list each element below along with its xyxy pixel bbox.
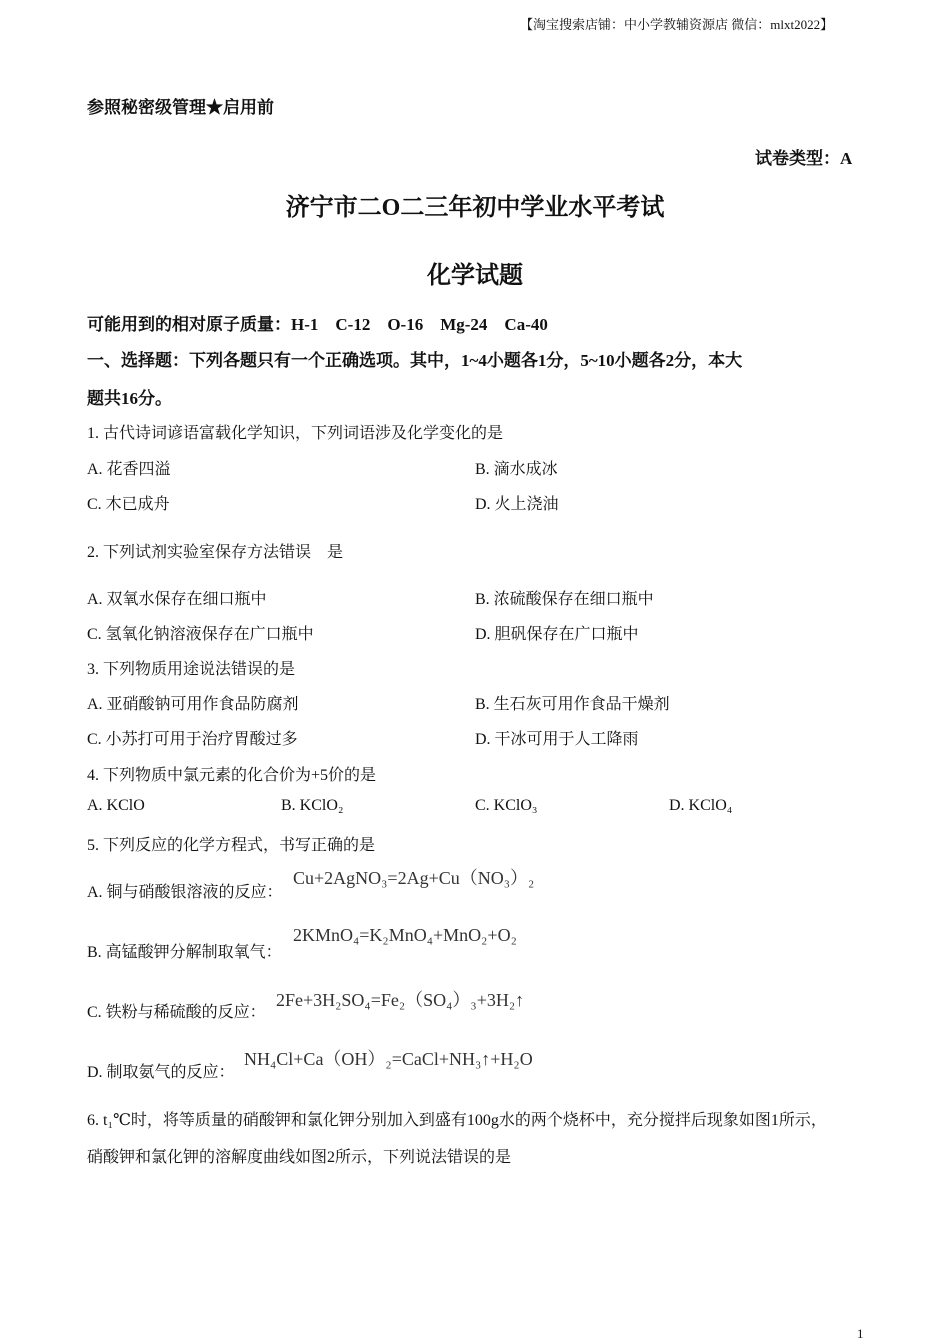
q3-option-c[interactable]: C. 小苏打可用于治疗胃酸过多 xyxy=(87,731,298,748)
q5-option-b[interactable]: B. 高锰酸钾分解制取氧气： xyxy=(87,944,282,961)
header-note: 【淘宝搜索店铺：中小学教辅资源店 微信：mlxt2022】 xyxy=(520,17,834,32)
q5-option-c[interactable]: C. 铁粉与稀硫酸的反应： xyxy=(87,1004,266,1021)
q4-option-b[interactable]: B. KClO₂ xyxy=(281,797,344,814)
q2-option-a[interactable]: A. 双氧水保存在细口瓶中 xyxy=(87,591,267,608)
q4-option-d[interactable]: D. KClO₄ xyxy=(669,797,733,814)
q1-option-d[interactable]: D. 火上浇油 xyxy=(475,496,559,513)
q5-stem: 5. 下列反应的化学方程式，书写正确的是 xyxy=(87,837,376,854)
q5-equation-d: NH₄Cl+Ca（OH）₂=CaCl+NH₃↑+H₂O xyxy=(244,1049,533,1069)
q4-option-a[interactable]: A. KClO xyxy=(87,797,145,814)
q2-option-c[interactable]: C. 氢氧化钠溶液保存在广口瓶中 xyxy=(87,626,314,643)
section-1-heading: 一、选择题：下列各题只有一个正确选项。其中，1~4小题各1分，5~10小题各2分，本大 xyxy=(87,351,743,370)
q6-stem-line1: 6. t₁℃时，将等质量的硝酸钾和氯化钾分别加入到盛有100g水的两个烧杯中，充分搅拌后现象如图1所示， xyxy=(87,1112,827,1129)
q5-equation-a: Cu+2AgNO₃=2Ag+Cu（NO₃）₂ xyxy=(293,868,535,888)
q3-option-b[interactable]: B. 生石灰可用作食品干燥剂 xyxy=(475,696,670,713)
q4-option-c[interactable]: C. KClO₃ xyxy=(475,797,538,814)
exam-title: 济宁市二O二三年初中学业水平考试 xyxy=(285,195,665,221)
confidential-label: 参照秘密级管理★启用前 xyxy=(87,98,274,117)
page-number: 1 xyxy=(857,1326,864,1341)
q3-option-a[interactable]: A. 亚硝酸钠可用作食品防腐剂 xyxy=(87,696,299,713)
q4-stem: 4. 下列物质中氯元素的化合价为+5价的是 xyxy=(87,767,377,784)
q3-option-d[interactable]: D. 干冰可用于人工降雨 xyxy=(475,731,639,748)
q6-stem-line2: 硝酸钾和氯化钾的溶解度曲线如图2所示，下列说法错误的是 xyxy=(87,1149,512,1166)
atomic-masses: 可能用到的相对原子质量：H-1 C-12 O-16 Mg-24 Ca-40 xyxy=(87,315,548,334)
q5-option-a[interactable]: A. 铜与硝酸银溶液的反应： xyxy=(87,884,283,901)
q2-option-b[interactable]: B. 浓硫酸保存在细口瓶中 xyxy=(475,591,654,608)
q1-option-c[interactable]: C. 木已成舟 xyxy=(87,496,170,513)
q3-stem: 3. 下列物质用途说法错误的是 xyxy=(87,661,296,678)
q5-option-d[interactable]: D. 制取氨气的反应： xyxy=(87,1064,235,1081)
section-1-heading-cont: 题共16分。 xyxy=(87,389,172,408)
q5-equation-b: 2KMnO₄=K₂MnO₄+MnO₂+O₂ xyxy=(293,925,517,945)
paper-type: 试卷类型：A xyxy=(755,149,853,168)
q1-option-a[interactable]: A. 花香四溢 xyxy=(87,461,171,478)
q2-option-d[interactable]: D. 胆矾保存在广口瓶中 xyxy=(475,626,639,643)
q1-stem: 1. 古代诗词谚语富载化学知识，下列词语涉及化学变化的是 xyxy=(87,425,504,442)
q1-option-b[interactable]: B. 滴水成冰 xyxy=(475,461,558,478)
q5-equation-c: 2Fe+3H₂SO₄=Fe₂（SO₄）₃+3H₂↑ xyxy=(276,990,525,1010)
q2-stem: 2. 下列试剂实验室保存方法错误 是 xyxy=(87,544,344,561)
subject-title: 化学试题 xyxy=(427,263,523,289)
